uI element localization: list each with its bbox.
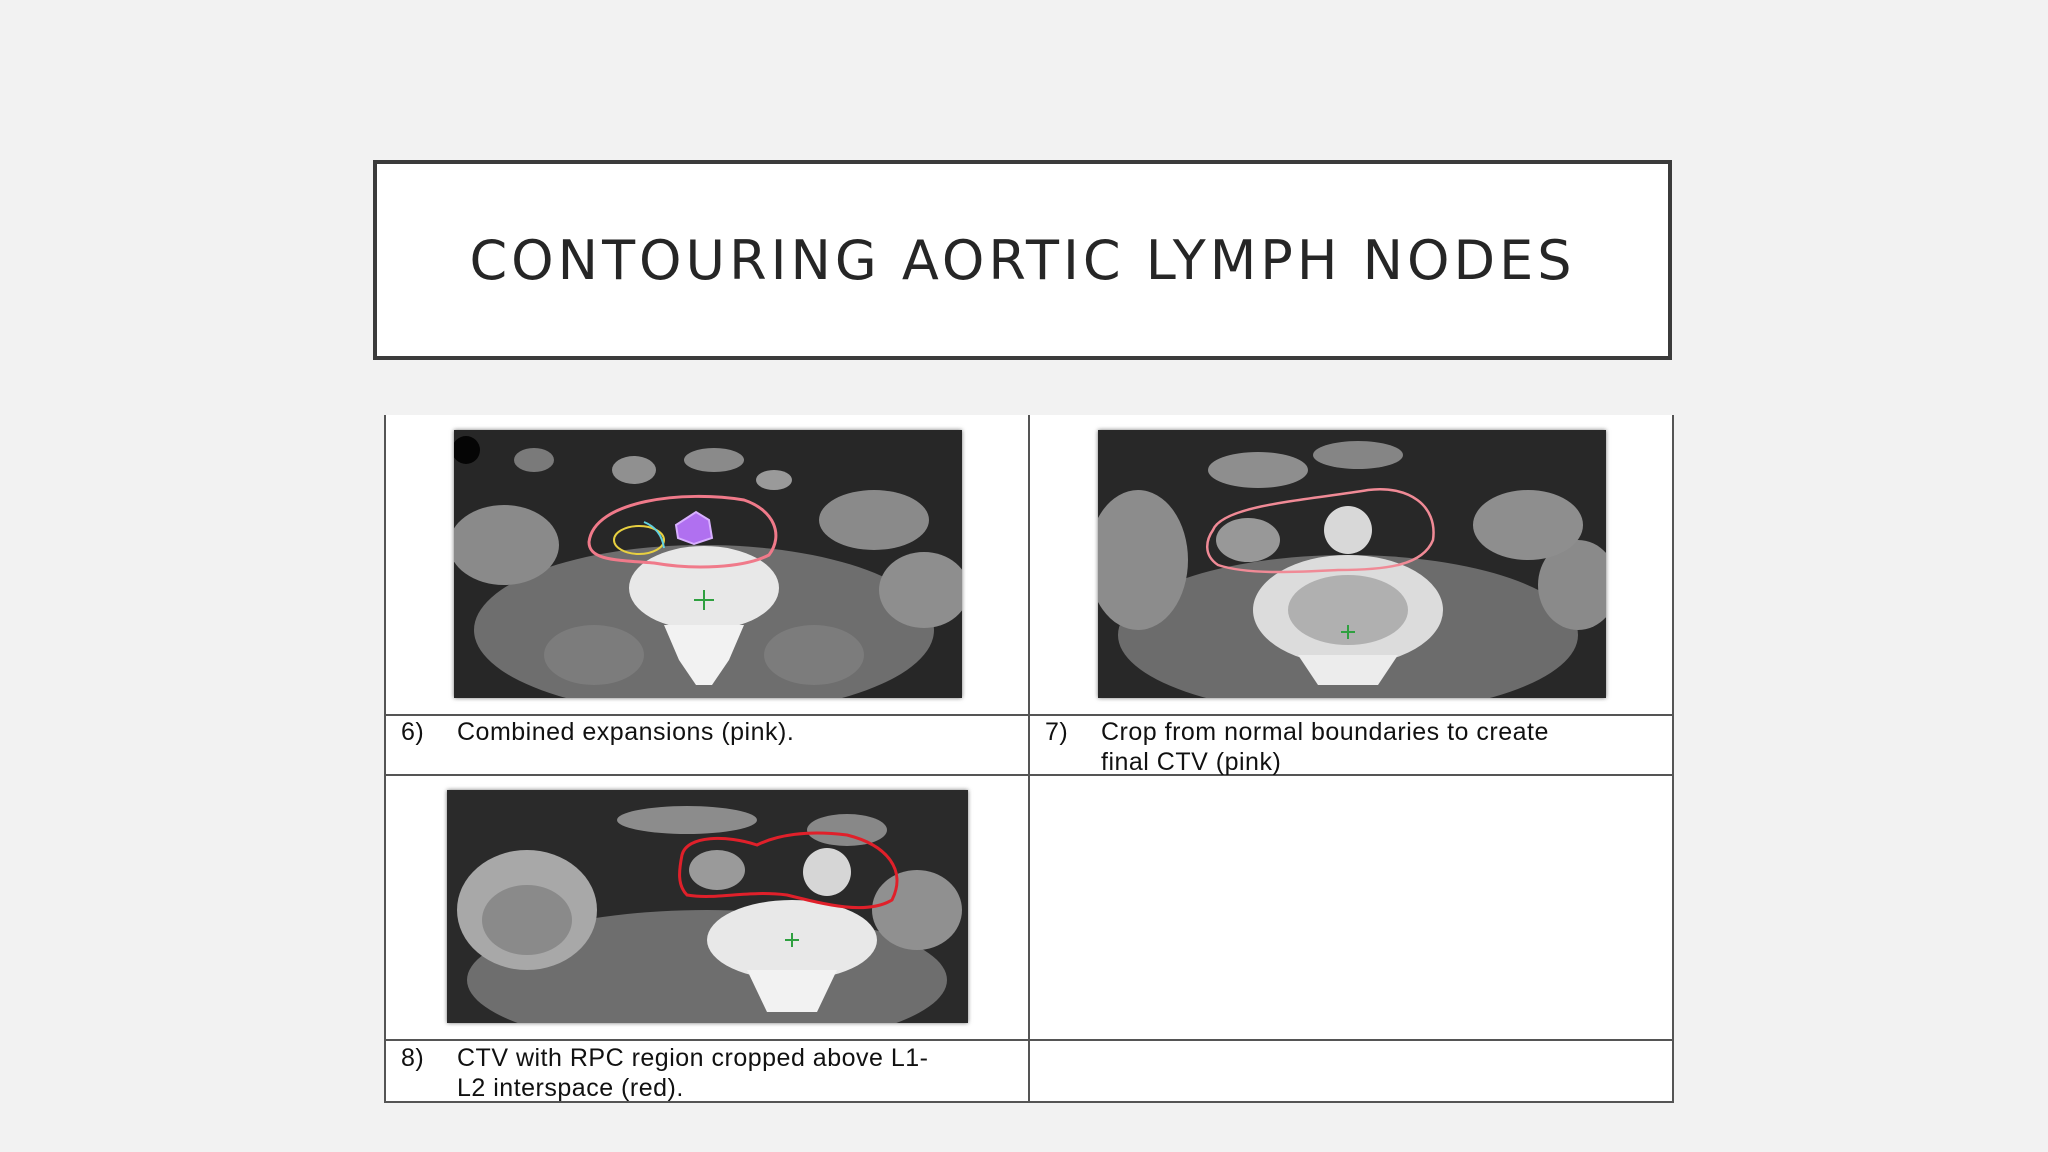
table-rule-row2: [384, 774, 1674, 776]
caption-text-line-1: Crop from normal boundaries to create: [1101, 718, 1549, 746]
figure-table: [384, 415, 1674, 1103]
caption-8: [401, 1043, 1021, 1101]
table-border-left: [384, 415, 386, 1103]
table-rule-row3: [384, 1039, 1674, 1041]
caption-number: 8): [401, 1044, 425, 1072]
caption-7: [1045, 717, 1665, 776]
caption-number: 6): [401, 718, 425, 746]
slide-title: CONTOURING AORTIC LYMPH NODES: [469, 228, 1576, 292]
caption-number: 7): [1045, 718, 1069, 746]
caption-text-line-1: CTV with RPC region cropped above L1-: [457, 1044, 929, 1072]
title-box: [373, 160, 1672, 360]
table-rule-row1: [384, 714, 1674, 716]
ct-scan-image-6: [454, 430, 962, 698]
caption-text-line-2: L2 interspace (red).: [457, 1074, 684, 1102]
table-border-right: [1672, 415, 1674, 1103]
caption-text-line-2: final CTV (pink): [1101, 748, 1282, 776]
ct-scan-image-7: [1098, 430, 1606, 698]
caption-text: Combined expansions (pink).: [457, 718, 795, 746]
caption-6: [401, 717, 1011, 773]
ct-scan-image-8: [447, 790, 968, 1023]
table-divider-vertical: [1028, 415, 1030, 1103]
